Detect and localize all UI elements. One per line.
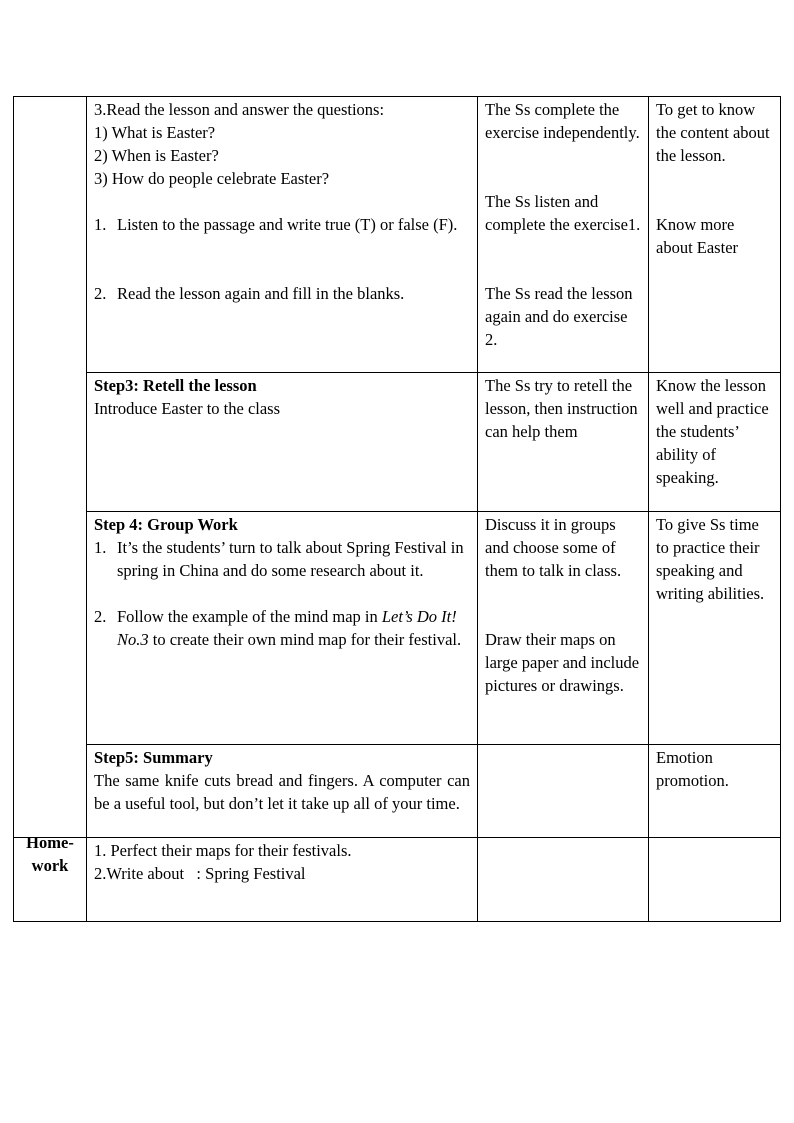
homework-label-cell <box>14 833 87 922</box>
question-item: 1) What is Easter? <box>94 123 216 142</box>
activity-cell <box>478 512 649 745</box>
content-cell <box>87 745 478 838</box>
activity-text: The Ss try to retell the lesson, then instruction can help them <box>485 376 638 441</box>
step-body: Introduce Easter to the class <box>94 399 281 418</box>
step-heading: Step3: Retell the lesson <box>94 376 257 395</box>
activity-cell <box>478 745 649 838</box>
homework-label: work <box>31 856 69 875</box>
activity-text: The Ss listen and complete the exercise1. <box>485 192 641 234</box>
task-item: 2. Follow the example of the mind map in Let’s Do It! No.3 to create their own mind map for their festival. <box>94 607 462 649</box>
task-list <box>94 536 470 651</box>
content-cell <box>87 97 478 373</box>
activity-cell <box>478 373 649 512</box>
step-heading: Step5: Summary <box>94 748 213 767</box>
activity-text: The Ss read the lesson again and do exercise 2. <box>485 284 633 349</box>
table-row <box>14 97 781 373</box>
question-item: 2) When is Easter? <box>94 146 219 165</box>
lesson-plan-table <box>13 96 781 922</box>
table-row <box>14 512 781 745</box>
content-cell <box>87 373 478 512</box>
activity-text: The Ss complete the exercise independently. <box>485 100 640 142</box>
homework-item: 1. Perfect their maps for their festivals. <box>94 841 352 860</box>
purpose-cell <box>649 373 781 512</box>
activity-text: Draw their maps on large paper and include pictures or drawings. <box>485 630 640 695</box>
purpose-cell <box>649 838 781 922</box>
question-item: 3) How do people celebrate Easter? <box>94 169 330 188</box>
content-cell <box>87 512 478 745</box>
task-item: 1. Listen to the passage and write true (T) or false (F). <box>94 215 458 234</box>
purpose-text: To get to know the content about the lesson. <box>656 100 770 165</box>
activity-cell <box>478 838 649 922</box>
activity-cell <box>478 97 649 373</box>
book-reference: Let’s Do It! No.3 <box>117 607 457 649</box>
table-row <box>14 745 781 838</box>
content-cell <box>87 838 478 922</box>
purpose-cell <box>649 745 781 838</box>
table-row <box>14 373 781 512</box>
task-list <box>94 213 470 305</box>
homework-label: Home- <box>26 833 74 852</box>
task-item: 2. Read the lesson again and fill in the blanks. <box>94 284 405 303</box>
task-item: 1. It’s the students’ turn to talk about Spring Festival in spring in China and do some research about it. <box>94 538 464 580</box>
step-body: The same knife cuts bread and fingers. A computer can be a useful tool, but don’t let it take up all of your time. <box>94 771 470 813</box>
purpose-text: Know the lesson well and practice the students’ ability of speaking. <box>656 376 769 487</box>
purpose-text: To give Ss time to practice their speaking and writing abilities. <box>656 515 765 603</box>
reading-intro: 3.Read the lesson and answer the questions: <box>94 100 385 119</box>
purpose-cell <box>649 97 781 373</box>
homework-item: 2.Write about : Spring Festival <box>94 864 306 883</box>
stage-column-blank-cell <box>14 97 87 838</box>
purpose-text: Emotion promotion. <box>656 748 729 790</box>
purpose-text: Know more about Easter <box>656 215 739 257</box>
step-heading: Step 4: Group Work <box>94 515 238 534</box>
table-row <box>14 838 781 922</box>
purpose-cell <box>649 512 781 745</box>
activity-text: Discuss it in groups and choose some of them to talk in class. <box>485 515 622 580</box>
